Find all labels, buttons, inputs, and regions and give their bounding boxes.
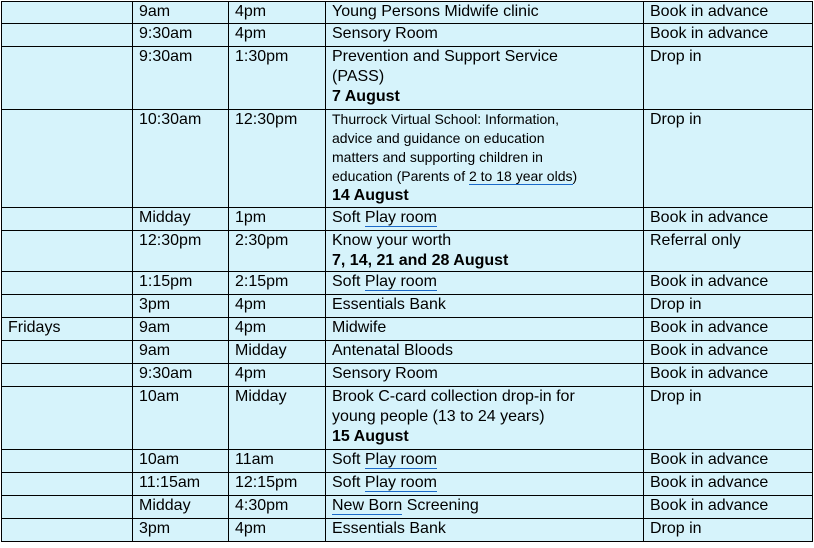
start-time-cell: 9:30am (133, 364, 229, 387)
end-time-cell: 4pm (229, 295, 326, 318)
table-row (2, 295, 813, 318)
activity-cell (326, 47, 644, 110)
schedule-body (2, 2, 813, 542)
day-cell (2, 450, 133, 473)
table-row (2, 110, 813, 208)
session-date: 15 August (332, 428, 409, 445)
end-time-cell: 4pm (229, 519, 326, 542)
activity-cell: Midwife (326, 318, 644, 341)
access-cell: Drop in (644, 295, 813, 318)
day-cell (2, 473, 133, 496)
activity-line: advice and guidance on education (332, 130, 545, 146)
end-time-cell: 4pm (229, 24, 326, 47)
activity-cell (326, 496, 644, 519)
activity-line: Know your worth (332, 232, 452, 249)
access-cell: Book in advance (644, 318, 813, 341)
underlined-text: Play room (364, 209, 437, 226)
end-time-cell: 4:30pm (229, 496, 326, 519)
activity-cell: Essentials Bank (326, 295, 644, 318)
activity-text: education (Parents of (332, 168, 469, 184)
activity-cell (326, 387, 644, 450)
table-row (2, 231, 813, 272)
end-time-cell: 2:30pm (229, 231, 326, 272)
table-row (2, 364, 813, 387)
access-cell: Drop in (644, 519, 813, 542)
underlined-text: Play room (364, 273, 437, 290)
access-cell: Drop in (644, 110, 813, 208)
day-cell (2, 2, 133, 24)
table-row (2, 387, 813, 450)
underlined-text: 2 to 18 year olds (468, 168, 573, 184)
table-row (2, 2, 813, 24)
end-time-cell: 12:15pm (229, 473, 326, 496)
end-time-cell: 2:15pm (229, 272, 326, 295)
table-row (2, 473, 813, 496)
activity-line: matters and supporting children in (332, 149, 543, 165)
access-cell: Book in advance (644, 24, 813, 47)
table-row (2, 450, 813, 473)
activity-cell: Young Persons Midwife clinic (326, 2, 644, 24)
schedule-table (1, 1, 813, 542)
start-time-cell: 9am (133, 2, 229, 24)
access-cell: Book in advance (644, 208, 813, 231)
access-cell: Book in advance (644, 2, 813, 24)
day-cell (2, 47, 133, 110)
end-time-cell: 11am (229, 450, 326, 473)
activity-cell: Sensory Room (326, 24, 644, 47)
day-cell (2, 341, 133, 364)
access-cell: Book in advance (644, 450, 813, 473)
activity-line: (PASS) (332, 68, 385, 85)
end-time-cell: 12:30pm (229, 110, 326, 208)
activity-line: Thurrock Virtual School: Information, (332, 111, 559, 127)
day-cell (2, 110, 133, 208)
day-cell: Fridays (2, 318, 133, 341)
start-time-cell: 11:15am (133, 473, 229, 496)
end-time-cell: Midday (229, 341, 326, 364)
underlined-text: Play room (364, 474, 437, 491)
day-cell (2, 519, 133, 542)
end-time-cell: 1pm (229, 208, 326, 231)
end-time-cell: 4pm (229, 318, 326, 341)
session-date: 7, 14, 21 and 28 August (332, 252, 509, 269)
start-time-cell: 10am (133, 387, 229, 450)
table-row (2, 341, 813, 364)
activity-cell (326, 450, 644, 473)
end-time-cell: 1:30pm (229, 47, 326, 110)
activity-text: Soft (332, 451, 365, 468)
table-row (2, 519, 813, 542)
access-cell: Drop in (644, 387, 813, 450)
table-row (2, 47, 813, 110)
day-cell (2, 295, 133, 318)
access-cell: Book in advance (644, 473, 813, 496)
underlined-text: Play room (364, 451, 437, 468)
activity-cell: Essentials Bank (326, 519, 644, 542)
table-row (2, 24, 813, 47)
start-time-cell: 9:30am (133, 47, 229, 110)
access-cell: Drop in (644, 47, 813, 110)
activity-cell (326, 473, 644, 496)
day-cell (2, 364, 133, 387)
day-cell (2, 496, 133, 519)
start-time-cell: 9am (133, 341, 229, 364)
activity-cell (326, 231, 644, 272)
activity-text: Soft (332, 474, 365, 491)
table-row (2, 272, 813, 295)
session-date: 7 August (332, 88, 400, 105)
table-row (2, 208, 813, 231)
table-row (2, 496, 813, 519)
end-time-cell: 4pm (229, 2, 326, 24)
day-cell (2, 24, 133, 47)
access-cell: Book in advance (644, 364, 813, 387)
start-time-cell: 9:30am (133, 24, 229, 47)
activity-text: ) (572, 168, 578, 184)
activity-text: Soft (332, 273, 365, 290)
activity-cell (326, 272, 644, 295)
start-time-cell: 1:15pm (133, 272, 229, 295)
start-time-cell: 10am (133, 450, 229, 473)
activity-cell: Antenatal Bloods (326, 341, 644, 364)
access-cell: Book in advance (644, 272, 813, 295)
day-cell (2, 387, 133, 450)
start-time-cell: 12:30pm (133, 231, 229, 272)
end-time-cell: Midday (229, 387, 326, 450)
start-time-cell: 3pm (133, 295, 229, 318)
day-cell (2, 208, 133, 231)
start-time-cell: 3pm (133, 519, 229, 542)
day-cell (2, 272, 133, 295)
activity-cell (326, 208, 644, 231)
start-time-cell: Midday (133, 496, 229, 519)
activity-line: Prevention and Support Service (332, 48, 558, 65)
end-time-cell: 4pm (229, 364, 326, 387)
activity-line (332, 167, 638, 186)
access-cell: Referral only (644, 231, 813, 272)
activity-line: young people (13 to 24 years) (332, 408, 545, 425)
activity-text: Screening (402, 497, 479, 514)
access-cell: Book in advance (644, 341, 813, 364)
start-time-cell: 10:30am (133, 110, 229, 208)
activity-line: Brook C-card collection drop-in for (332, 388, 575, 405)
access-cell: Book in advance (644, 496, 813, 519)
activity-cell: Sensory Room (326, 364, 644, 387)
underlined-text: New Born (332, 497, 403, 514)
start-time-cell: 9am (133, 318, 229, 341)
session-date: 14 August (332, 187, 409, 204)
start-time-cell: Midday (133, 208, 229, 231)
day-cell (2, 231, 133, 272)
table-row (2, 318, 813, 341)
activity-text: Soft (332, 209, 365, 226)
activity-cell (326, 110, 644, 208)
